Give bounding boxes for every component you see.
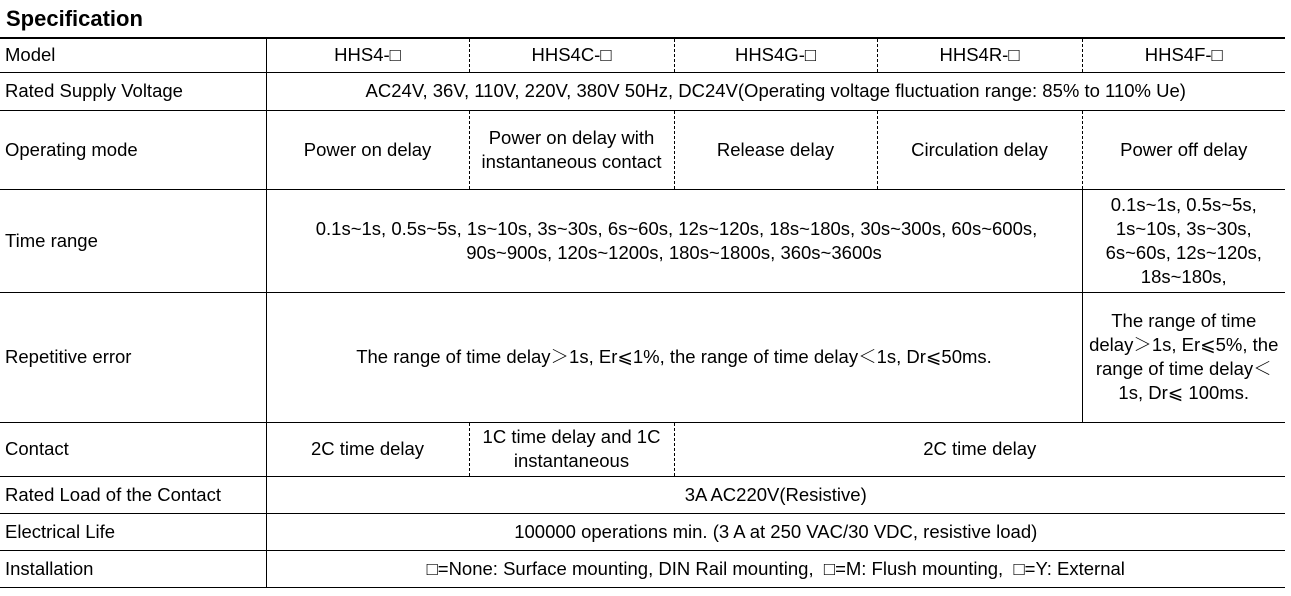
page-title: Specification xyxy=(6,6,143,31)
contact-cell: 1C time delay and 1C instantaneous xyxy=(469,422,674,476)
model-cell: HHS4F-□ xyxy=(1082,38,1285,72)
row-time-range xyxy=(0,189,1285,292)
row-label: Installation xyxy=(0,550,266,587)
row-label: Electrical Life xyxy=(0,513,266,550)
value-cell: 3A AC220V(Resistive) xyxy=(266,476,1285,513)
model-cell: HHS4G-□ xyxy=(674,38,877,72)
mode-cell: Power off delay xyxy=(1082,110,1285,189)
row-rated-supply-voltage xyxy=(0,72,1285,110)
row-repetitive-error xyxy=(0,292,1285,422)
row-label: Rated Load of the Contact xyxy=(0,476,266,513)
mode-cell: Power on delay with instantaneous contact xyxy=(469,110,674,189)
row-label: Model xyxy=(0,38,266,72)
row-label: Operating mode xyxy=(0,110,266,189)
row-contact xyxy=(0,422,1285,476)
mode-cell: Circulation delay xyxy=(877,110,1082,189)
row-label: Rated Supply Voltage xyxy=(0,72,266,110)
mode-cell: Release delay xyxy=(674,110,877,189)
value-cell: AC24V, 36V, 110V, 220V, 380V 50Hz, DC24V(Operating voltage fluctuation range: 85% to 110% Ue) xyxy=(266,72,1285,110)
model-cell: HHS4C-□ xyxy=(469,38,674,72)
row-electrical-life xyxy=(0,513,1285,550)
time-range-line: 90s~900s, 120s~1200s, 180s~1800s, 360s~3600s xyxy=(466,241,882,263)
row-rated-load xyxy=(0,476,1285,513)
row-model xyxy=(0,38,1285,72)
row-label: Repetitive error xyxy=(0,292,266,422)
row-label: Time range xyxy=(0,189,266,292)
row-operating-mode xyxy=(0,110,1285,189)
time-range-main xyxy=(266,189,1082,292)
repetitive-error-off-delay: The range of time delay＞1s, Er⩽5%, the range of time delay＜1s, Dr⩽ 100ms. xyxy=(1082,292,1285,422)
contact-cell: 2C time delay xyxy=(674,422,1285,476)
value-cell: □=None: Surface mounting, DIN Rail mounting, □=M: Flush mounting, □=Y: External xyxy=(266,550,1285,587)
row-label: Contact xyxy=(0,422,266,476)
mode-cell: Power on delay xyxy=(266,110,469,189)
specification-table xyxy=(0,37,1285,588)
time-range-off-delay: 0.1s~1s, 0.5s~5s, 1s~10s, 3s~30s, 6s~60s, 12s~120s, 18s~180s, xyxy=(1082,189,1285,292)
value-cell: 100000 operations min. (3 A at 250 VAC/30 VDC, resistive load) xyxy=(266,513,1285,550)
time-range-line: 0.1s~1s, 0.5s~5s, 1s~10s, 3s~30s, 6s~60s, 12s~120s, 18s~180s, 30s~300s, 60s~600s, xyxy=(315,217,1038,239)
row-installation xyxy=(0,550,1285,587)
model-cell: HHS4R-□ xyxy=(877,38,1082,72)
model-cell: HHS4-□ xyxy=(266,38,469,72)
contact-cell: 2C time delay xyxy=(266,422,469,476)
repetitive-error-main: The range of time delay＞1s, Er⩽1%, the range of time delay＜1s, Dr⩽50ms. xyxy=(266,292,1082,422)
